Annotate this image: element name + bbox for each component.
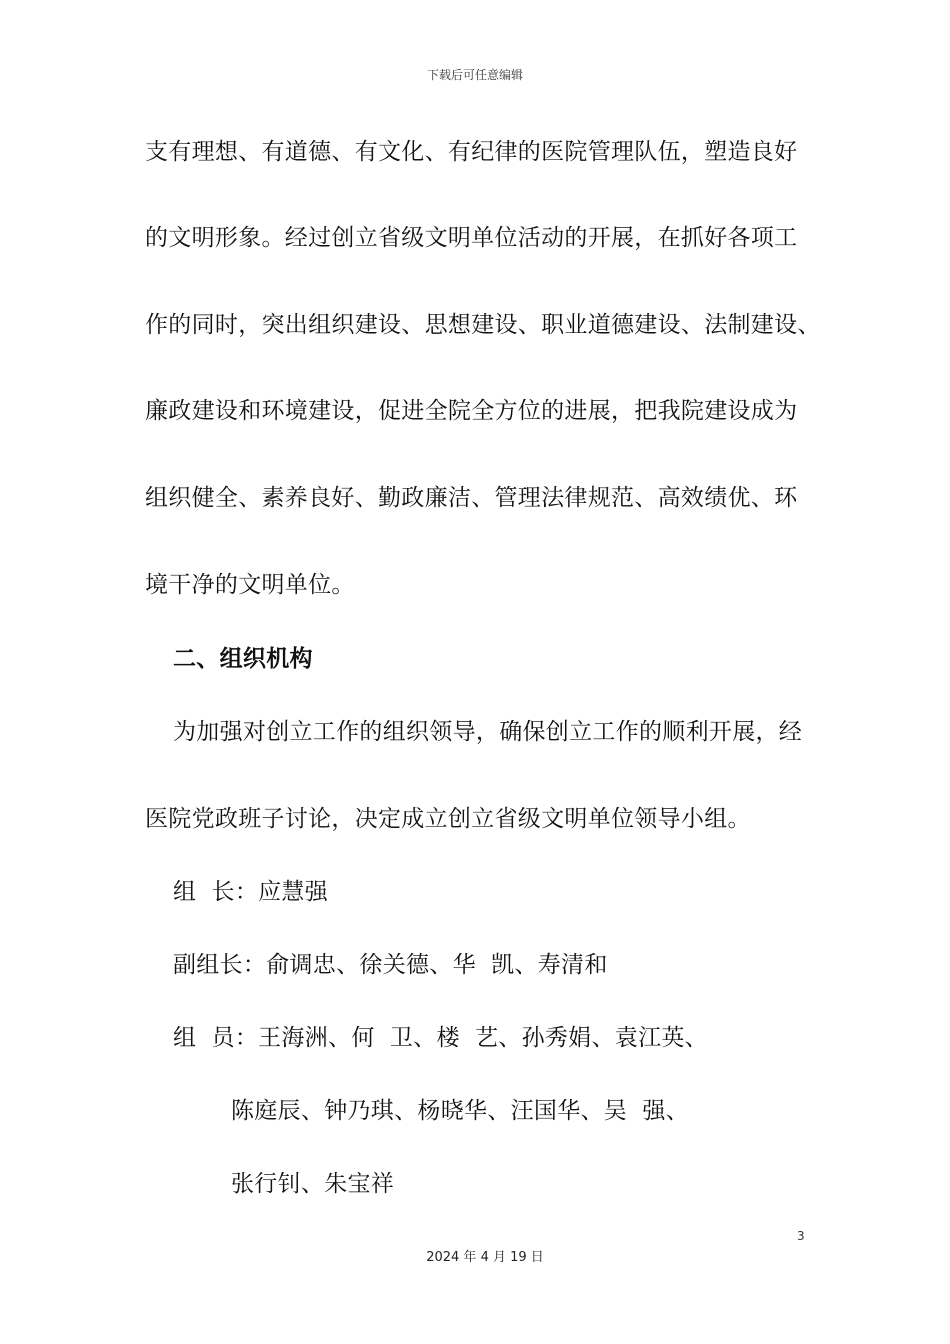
deputy-line: 副组长：俞调忠、徐关德、华 凯、寿清和: [173, 952, 608, 978]
paragraph-line-4: 廉政建设和环境建设，促进全院全方位的进展，把我院建设成为: [145, 398, 798, 424]
members-line-1: 组 员：王海洲、何 卫、楼 艺、孙秀娟、袁江英、: [173, 1025, 708, 1051]
paragraph-line-6: 境干净的文明单位。: [145, 572, 355, 598]
paragraph-line-1: 支有理想、有道德、有文化、有纪律的医院管理队伍，塑造良好: [145, 139, 798, 165]
section-heading: 二、组织机构: [173, 646, 313, 672]
intro-line-2: 医院党政班子讨论，决定成立创立省级文明单位领导小组。: [145, 806, 751, 832]
footer-date: 2024 年 4 月 19 日: [426, 1250, 544, 1265]
intro-line-1: 为加强对创立工作的组织领导，确保创立工作的顺利开展，经: [173, 719, 803, 745]
members-line-3: 张行钊、朱宝祥: [231, 1171, 395, 1197]
paragraph-line-3: 作的同时，突出组织建设、思想建设、职业道德建设、法制建设、: [145, 312, 821, 338]
header-note: 下载后可任意编辑: [426, 68, 523, 82]
members-line-2: 陈庭辰、钟乃琪、杨晓华、汪国华、吴 强、: [231, 1098, 689, 1124]
paragraph-line-5: 组织健全、素养良好、勤政廉洁、管理法律规范、高效绩优、环: [145, 485, 798, 511]
leader-line: 组 长：应慧强: [173, 879, 329, 905]
page-number: 3: [797, 1229, 805, 1243]
paragraph-line-2: 的文明形象。经过创立省级文明单位活动的开展，在抓好各项工: [145, 225, 798, 251]
